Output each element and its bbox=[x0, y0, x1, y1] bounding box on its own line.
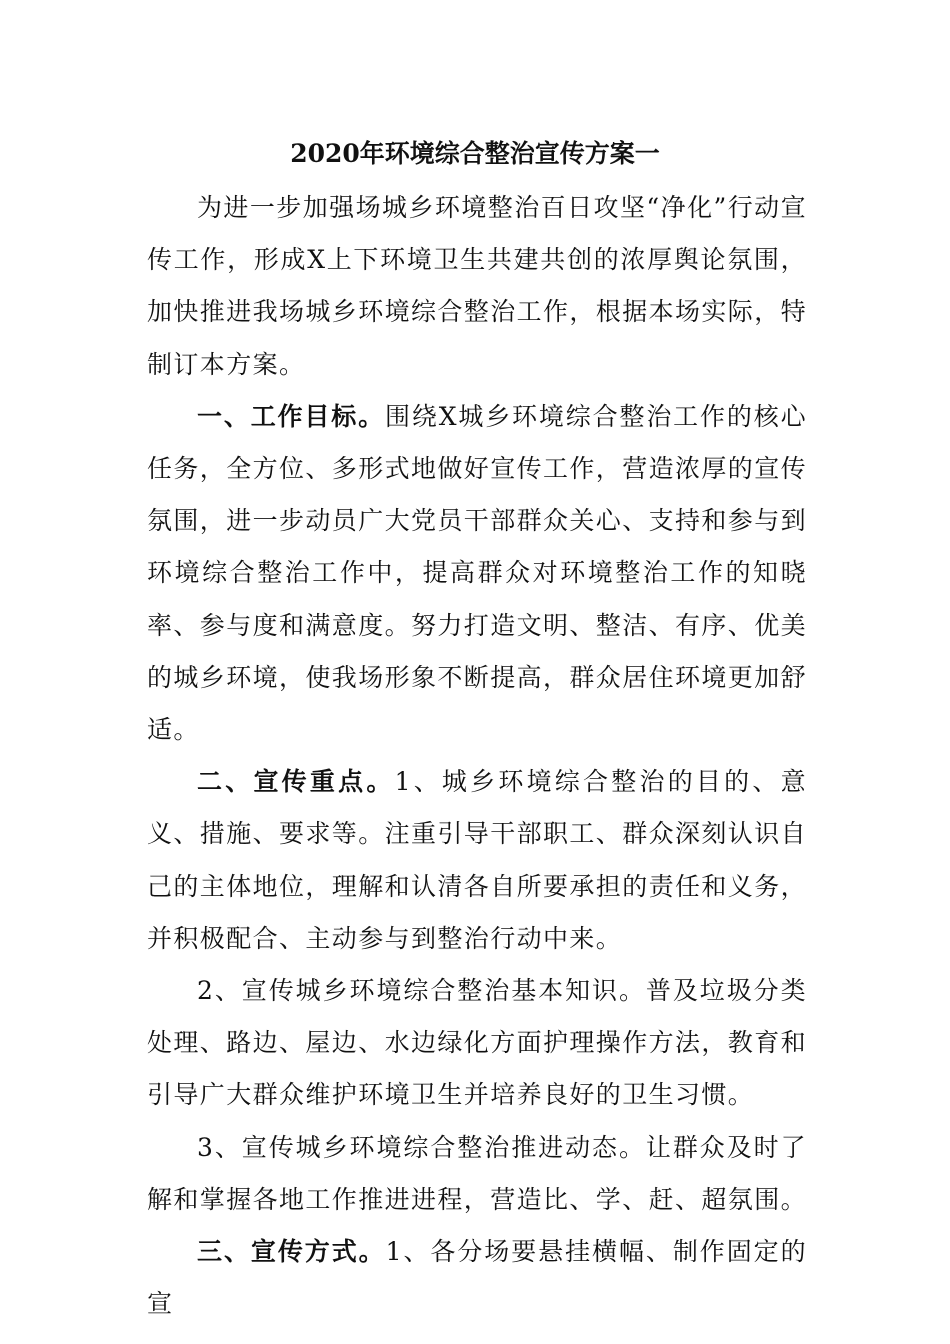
paragraph-text: 1、城乡环境综合整治的目的、意义、措施、要求等。注重引导干部职工、群众深刻认识自己的主体地位，理解和认清各自所要承担的责任和义务，并积极配合、主动参与到整治行动中来。 bbox=[147, 767, 808, 953]
paragraph-focus-item-2 bbox=[147, 965, 807, 1122]
section-heading: 一、工作目标。 bbox=[197, 401, 385, 431]
paragraph-text: 1、各分场要悬挂横幅、制作固定的宣 bbox=[147, 1237, 807, 1319]
paragraph-intro bbox=[147, 182, 807, 391]
paragraph-work-goal bbox=[147, 391, 807, 756]
paragraph-text: 围绕X城乡环境综合整治工作的核心任务，全方位、多形式地做好宣传工作，营造浓厚的宣传氛围，进一步动员广大党员干部群众关心、支持和参与到环境综合整治工作中，提高群众对环境整治工作的知晓率、参与度和满意度。努力打造文明、整洁、有序、优美的城乡环境，使我场形象不断提高，群众居住环境更加舒适。 bbox=[147, 401, 808, 745]
document-body bbox=[147, 182, 807, 1330]
section-heading: 二、宣传重点。 bbox=[197, 767, 395, 797]
paragraph-text: 3、宣传城乡环境综合整治推进动态。让群众及时了解和掌握各地工作推进进程，营造比、学、赶、超氛围。 bbox=[147, 1132, 808, 1214]
paragraph-focus-item-3 bbox=[147, 1122, 807, 1226]
paragraph-publicity-methods bbox=[147, 1226, 807, 1330]
section-heading: 三、宣传方式。 bbox=[197, 1237, 386, 1267]
document-title: 2020年环境综合整治宣传方案一 bbox=[290, 139, 660, 168]
paragraph-text: 为进一步加强场城乡环境整治百日攻坚“净化”行动宣传工作，形成X上下环境卫生共建共创的浓厚舆论氛围，加快推进我场城乡环境综合整治工作，根据本场实际，特制订本方案。 bbox=[147, 193, 808, 379]
paragraph-publicity-focus bbox=[147, 756, 807, 965]
paragraph-text: 2、宣传城乡环境综合整治基本知识。普及垃圾分类处理、路边、屋边、水边绿化方面护理操作方法，教育和引导广大群众维护环境卫生并培养良好的卫生习惯。 bbox=[147, 976, 808, 1110]
